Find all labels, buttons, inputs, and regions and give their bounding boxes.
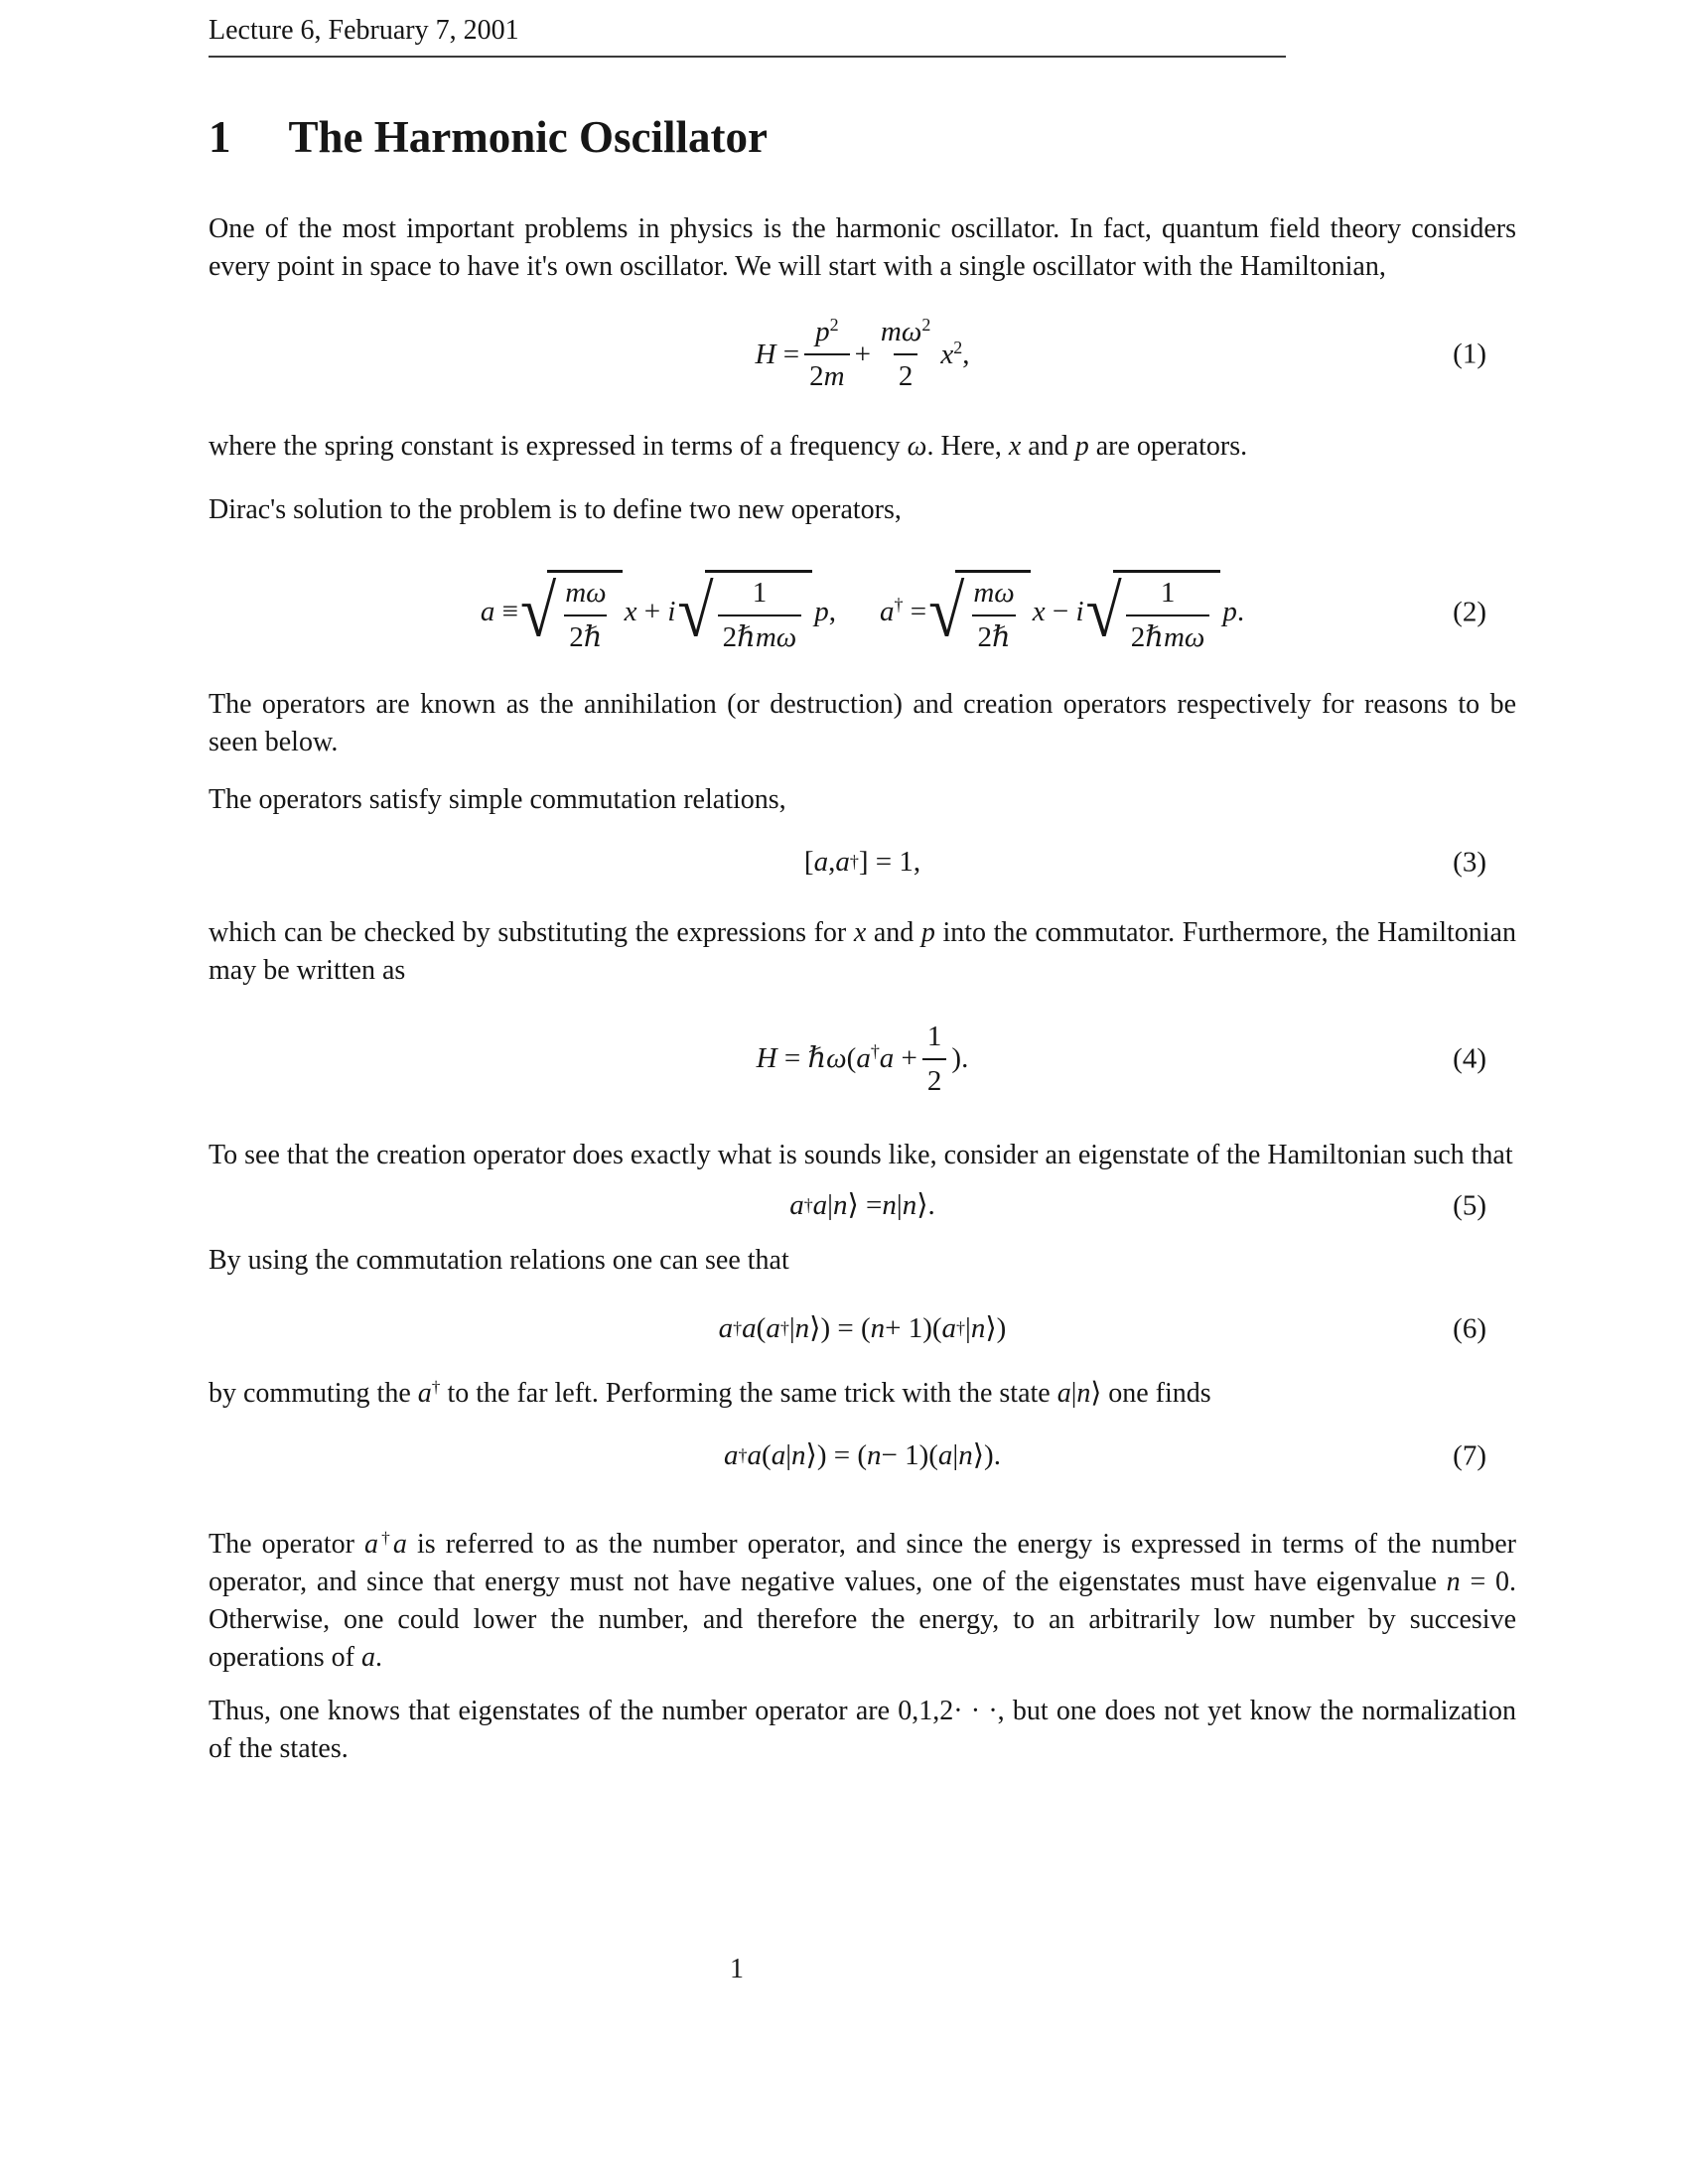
text-run: + 1)( xyxy=(885,1312,942,1345)
equation-4-body xyxy=(757,1020,969,1099)
text-run: † xyxy=(870,1041,880,1062)
fraction-denominator xyxy=(972,614,1015,655)
text-run: One of the most important problems in physics is the harmonic oscillator. In fact, quantum field theory considers every point in space to have it's own oscillator. We will start with a single oscillator with the Hamiltonian, xyxy=(209,212,1516,282)
text-run: 1 xyxy=(926,1020,942,1052)
paragraph-dirac-solution xyxy=(209,491,1516,529)
text-run: ( xyxy=(846,1042,857,1075)
text-run: ℏω xyxy=(807,1042,847,1075)
sqrt-sign: √ xyxy=(928,571,965,652)
text-run: ( xyxy=(756,1312,767,1345)
paragraph-commuting-far-left xyxy=(209,1375,1516,1413)
text-run: mω xyxy=(565,576,607,609)
text-run: which can be checked by substituting the expressions for xyxy=(209,916,854,948)
text-run: − xyxy=(1045,596,1076,628)
text-run: + xyxy=(636,596,668,628)
text-run: p xyxy=(814,596,829,628)
paragraph-commutation xyxy=(209,781,1516,819)
text-run: Thus, one knows that eigenstates of the number operator are 0,1,2· · ·, but one does not yet know the normalization of the states. xyxy=(209,1695,1516,1764)
fraction-denominator xyxy=(564,614,607,655)
text-run: a xyxy=(724,1439,739,1472)
sqrt-sign: √ xyxy=(519,571,557,652)
text-run: a xyxy=(835,846,850,879)
fraction-numerator xyxy=(876,315,935,353)
text-run: . Here, xyxy=(926,430,1009,462)
math-run xyxy=(855,338,871,372)
section-number: 1 xyxy=(209,112,231,162)
text-run: mω xyxy=(1163,620,1205,653)
text-run: x xyxy=(940,338,954,370)
text-run: is referred to as the number operator, and since the energy is expressed in terms of the number operator, and since that energy must not have negative values, one of the eigenstates must have eigenvalue xyxy=(209,1528,1516,1597)
text-run: and xyxy=(866,916,921,948)
text-run: 2 xyxy=(921,315,931,336)
text-run: a xyxy=(742,1312,757,1345)
text-run: a xyxy=(360,1641,375,1673)
text-run: ⟩ one finds xyxy=(1090,1377,1211,1409)
equation-3-body: [ a , a † ] = 1, xyxy=(803,846,921,879)
math-run xyxy=(940,338,969,372)
text-run: p xyxy=(1074,430,1089,462)
text-run: a xyxy=(747,1439,763,1472)
equation-7-body: a † a ( a | n ⟩) = ( n − 1)( a | n ⟩). xyxy=(724,1439,1001,1472)
text-run: ω xyxy=(907,430,927,462)
radicand xyxy=(1113,570,1221,655)
section-heading xyxy=(209,113,1516,163)
fraction xyxy=(876,315,935,394)
text-run: p xyxy=(1222,596,1237,628)
fraction-numerator xyxy=(560,576,611,614)
text-run: = 0. Otherwise, one could lower the number, and therefore the energy, to an arbitrarily low number by succesive operations of xyxy=(209,1566,1516,1673)
fraction xyxy=(804,315,849,394)
text-run: † xyxy=(378,1527,393,1547)
math-run xyxy=(757,1041,917,1076)
text-run: ⟩) = ( xyxy=(809,1312,871,1345)
math-run xyxy=(814,595,836,629)
paragraph-checked-substituting xyxy=(209,914,1516,990)
text-run: a xyxy=(789,1189,804,1222)
text-run: n xyxy=(832,1189,848,1222)
text-run: and xyxy=(1021,430,1075,462)
radical xyxy=(677,570,812,655)
text-run: where the spring constant is expressed in terms of a frequency xyxy=(209,430,908,462)
fraction-denominator xyxy=(718,614,802,655)
text-run: ⟩). xyxy=(972,1439,1001,1472)
text-run: 2ℏ xyxy=(1130,620,1164,653)
section-title: The Harmonic Oscillator xyxy=(288,112,768,162)
text-run: n xyxy=(870,1312,886,1345)
equation-4-label: (4) xyxy=(1453,1042,1486,1075)
text-run: By using the commutation relations one can see that xyxy=(209,1244,789,1276)
text-run: − 1)( xyxy=(881,1439,938,1472)
equation-3 xyxy=(209,835,1516,890)
text-run: The operators are known as the annihilation (or destruction) and creation operators respectively for reasons to be seen below. xyxy=(209,688,1516,757)
equation-2-body xyxy=(481,570,1244,655)
paragraph-number-operator xyxy=(209,1526,1516,1677)
fraction-numerator xyxy=(968,576,1019,614)
equation-7-label: (7) xyxy=(1453,1439,1486,1472)
math-run xyxy=(880,595,926,629)
page-number: 1 xyxy=(730,1954,744,1984)
equation-6 xyxy=(209,1301,1516,1357)
text-run: n xyxy=(794,1312,810,1345)
equation-1-label: (1) xyxy=(1453,338,1486,370)
text-run: x xyxy=(1008,430,1022,462)
equation-2-annihilation xyxy=(481,570,836,655)
text-run: a xyxy=(813,846,829,879)
equation-5 xyxy=(209,1180,1516,1232)
text-run: The operator xyxy=(209,1528,365,1560)
fraction-denominator xyxy=(894,353,918,394)
text-run: m xyxy=(823,360,845,392)
text-run: n xyxy=(866,1439,882,1472)
paragraph-creation-eigenstate xyxy=(209,1137,1516,1174)
text-run: ≡ xyxy=(494,596,518,628)
fraction xyxy=(922,1020,947,1099)
text-run: 2 xyxy=(926,1064,942,1097)
text-run: ⟩. xyxy=(916,1189,935,1222)
text-run: x xyxy=(853,916,867,948)
text-run: mω xyxy=(973,576,1015,609)
text-run: i xyxy=(667,596,676,628)
text-run: n xyxy=(902,1189,917,1222)
text-run: † xyxy=(894,595,904,615)
math-run xyxy=(1033,595,1084,629)
equation-1 xyxy=(209,308,1516,402)
text-run: | xyxy=(952,1439,959,1472)
paragraph-intro xyxy=(209,210,1516,286)
text-run: mω xyxy=(880,316,922,348)
text-run: n xyxy=(791,1439,806,1472)
text-run: = xyxy=(776,1042,808,1075)
text-run: ⟩ = xyxy=(847,1189,883,1222)
text-run: a xyxy=(880,596,895,628)
text-run: a xyxy=(1056,1377,1071,1409)
text-run: a xyxy=(941,1312,957,1345)
fraction-denominator xyxy=(922,1058,947,1099)
text-run: a xyxy=(937,1439,953,1472)
text-run: by commuting the xyxy=(209,1377,418,1409)
text-run: mω xyxy=(755,620,797,653)
text-run: | xyxy=(788,1312,795,1345)
text-run: = xyxy=(775,338,800,370)
radical xyxy=(928,570,1031,655)
text-run: 1 xyxy=(1160,576,1176,609)
text-run: | xyxy=(965,1312,971,1345)
text-run: p xyxy=(920,916,935,948)
fraction xyxy=(718,576,802,655)
text-run: n xyxy=(882,1189,897,1222)
math-run xyxy=(481,595,518,629)
radicand xyxy=(955,570,1030,655)
text-run: H xyxy=(756,1042,777,1075)
fraction xyxy=(968,576,1019,655)
text-run: | xyxy=(896,1189,903,1222)
text-run: 1 xyxy=(752,576,768,609)
sqrt-sign: √ xyxy=(1085,571,1122,652)
fraction-numerator xyxy=(922,1020,947,1058)
fraction xyxy=(1126,576,1210,655)
equation-5-body: a † a | n ⟩ = n | n ⟩. xyxy=(789,1189,935,1222)
equation-4 xyxy=(209,1010,1516,1109)
equation-2-creation xyxy=(880,570,1244,655)
fraction xyxy=(560,576,611,655)
equation-7 xyxy=(209,1429,1516,1484)
math-run xyxy=(756,338,800,372)
text-run: 2ℏ xyxy=(722,620,756,653)
text-run: n xyxy=(1076,1377,1091,1409)
text-run: ( xyxy=(762,1439,772,1472)
text-run: a xyxy=(812,1189,828,1222)
page-header xyxy=(209,14,1516,58)
equation-1-body xyxy=(756,315,970,394)
fraction-denominator xyxy=(804,353,849,394)
text-run: 2ℏ xyxy=(977,620,1011,653)
math-run xyxy=(625,595,676,629)
text-run: | xyxy=(1070,1377,1077,1409)
fraction-numerator xyxy=(1156,576,1181,614)
radical xyxy=(1086,570,1221,655)
text-run: = xyxy=(903,596,927,628)
text-run: H xyxy=(755,338,776,370)
text-run: 2ℏ xyxy=(569,620,603,653)
radical xyxy=(520,570,623,655)
fraction-numerator xyxy=(810,315,843,353)
text-run: , xyxy=(828,846,836,879)
text-run: p xyxy=(815,316,830,348)
paragraph-eigenstates-normalization xyxy=(209,1693,1516,1768)
text-run: ⟩) = ( xyxy=(805,1439,867,1472)
text-run: a xyxy=(766,1312,780,1345)
text-run: , xyxy=(962,338,970,370)
text-run: a xyxy=(771,1439,786,1472)
text-run: are operators. xyxy=(1088,430,1248,462)
header-title: Lecture 6, February 7, 2001 xyxy=(209,15,519,46)
text-run: i xyxy=(1075,596,1084,628)
math-run xyxy=(1222,595,1244,629)
paragraph-spring-constant xyxy=(209,428,1516,466)
equation-2 xyxy=(209,553,1516,672)
text-run: n xyxy=(1446,1566,1461,1597)
text-run: 2 xyxy=(953,337,963,357)
equation-6-body: a † a ( a † | n ⟩) = ( n + 1)( a † | n ⟩) xyxy=(718,1312,1007,1345)
text-run: a xyxy=(856,1042,871,1075)
text-run: ] = 1, xyxy=(858,846,921,879)
text-run: a xyxy=(480,596,495,628)
text-run: [ xyxy=(803,846,814,879)
fraction-denominator xyxy=(1126,614,1210,655)
text-run: a xyxy=(364,1528,379,1560)
sqrt-sign: √ xyxy=(677,571,714,652)
fraction-numerator xyxy=(748,576,773,614)
text-run: a xyxy=(879,1042,895,1075)
text-run: to the far left. Performing the same trick with the state xyxy=(440,1377,1057,1409)
text-run: The operators satisfy simple commutation relations, xyxy=(209,783,786,815)
text-run: Dirac's solution to the problem is to define two new operators, xyxy=(209,493,902,525)
paragraph-using-commutation xyxy=(209,1242,1516,1280)
text-run: + xyxy=(894,1042,917,1075)
equation-3-label: (3) xyxy=(1453,846,1486,879)
header-rule xyxy=(209,56,1286,58)
text-run: a xyxy=(417,1377,432,1409)
text-run: n xyxy=(958,1439,973,1472)
math-run xyxy=(951,1041,968,1076)
text-run: ). xyxy=(951,1042,969,1075)
text-run: a xyxy=(718,1312,734,1345)
radicand xyxy=(547,570,622,655)
radicand xyxy=(705,570,813,655)
text-run: 2 xyxy=(829,315,839,336)
text-run: into the commutator. Furthermore, the Hamiltonian may be written as xyxy=(209,916,1516,986)
text-run: . xyxy=(1236,596,1245,628)
text-run: | xyxy=(785,1439,791,1472)
equation-6-label: (6) xyxy=(1453,1312,1486,1345)
equation-5-label: (5) xyxy=(1453,1189,1486,1222)
text-run: 2 xyxy=(898,360,914,392)
text-run: 2 xyxy=(809,360,824,392)
paragraph-annihilation-creation xyxy=(209,686,1516,761)
text-run: a xyxy=(392,1528,407,1560)
text-run: | xyxy=(827,1189,833,1222)
text-run: x xyxy=(624,596,637,628)
text-run: x xyxy=(1032,596,1046,628)
text-run: † xyxy=(431,1376,441,1396)
text-run: ⟩) xyxy=(985,1312,1007,1345)
equation-2-label: (2) xyxy=(1453,596,1486,628)
text-run: n xyxy=(970,1312,986,1345)
text-run: . xyxy=(374,1641,382,1673)
text-run: , xyxy=(828,596,836,628)
text-run: To see that the creation operator does exactly what is sounds like, consider an eigenstate of the Hamiltonian such that xyxy=(209,1139,1513,1170)
text-run: + xyxy=(854,338,871,370)
